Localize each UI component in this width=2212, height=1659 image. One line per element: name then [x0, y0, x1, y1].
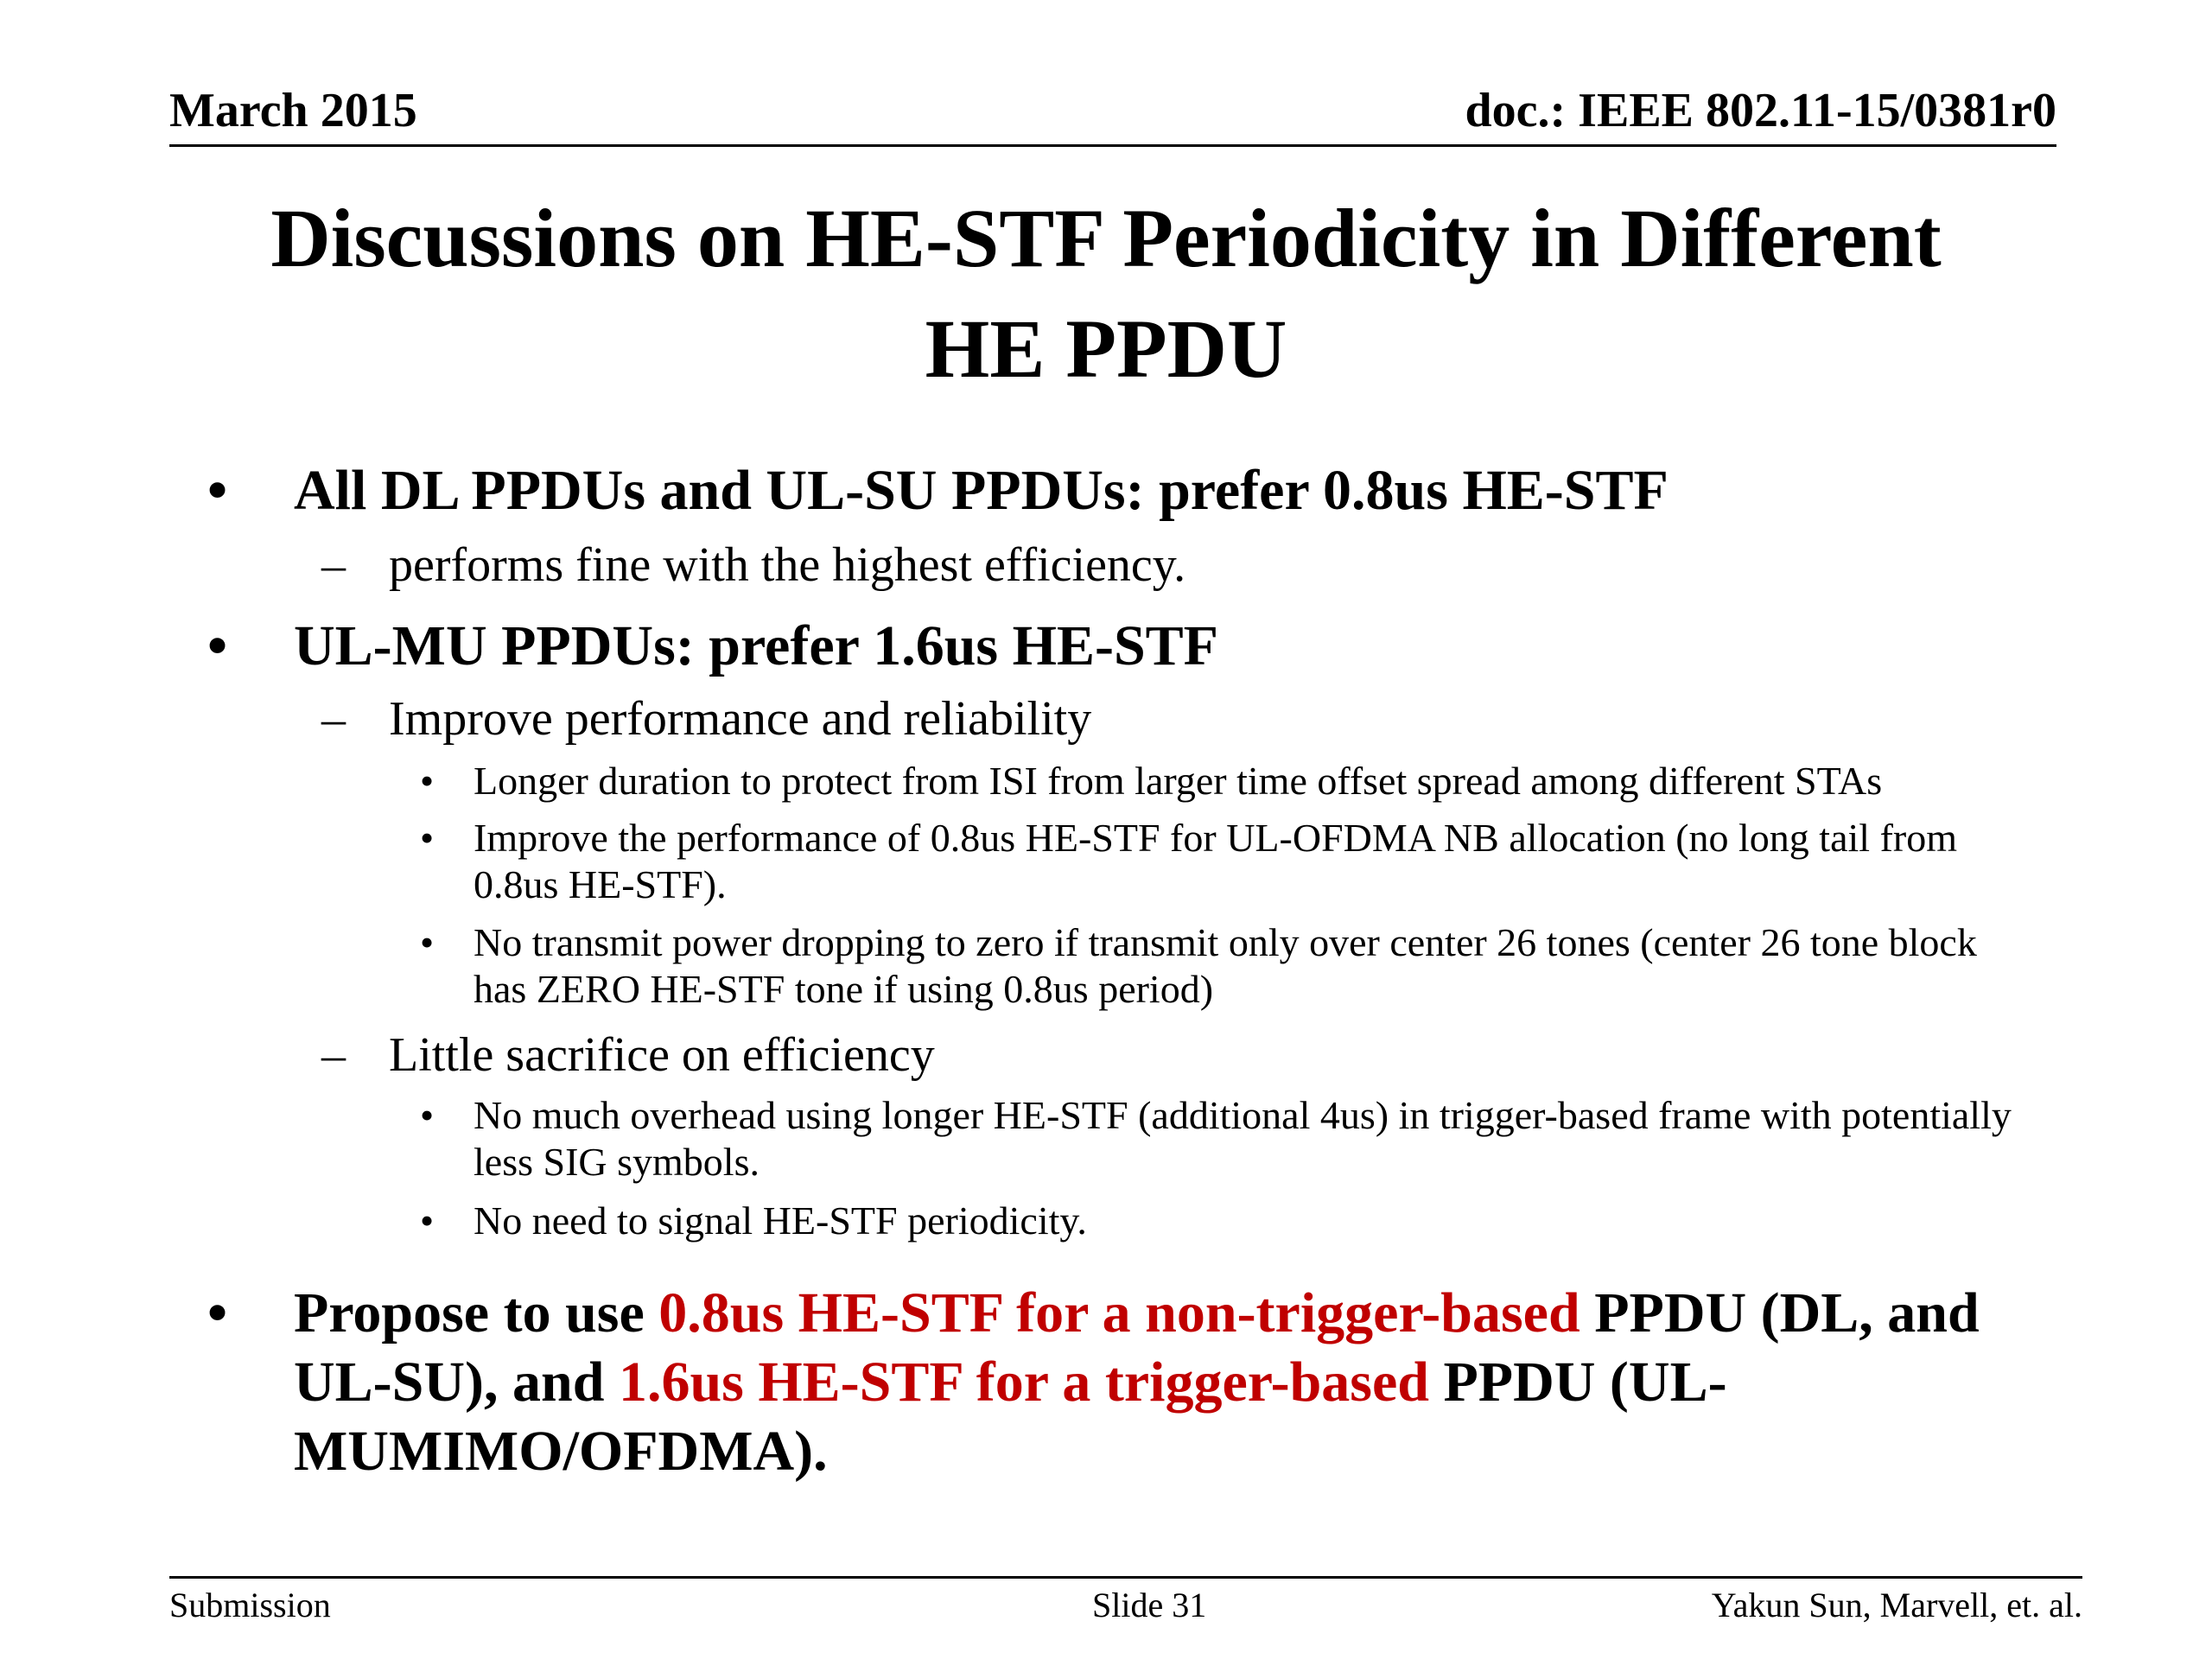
bullet-2-sub-1-item-1-marker: •: [420, 759, 435, 803]
bullet-3: [207, 1279, 2074, 1486]
slide-title-line1: Discussions on HE-STF Periodicity in Different: [270, 192, 1942, 284]
bullet-1-text: All DL PPDUs and UL-SU PPDUs: prefer 0.8us HE-STF: [294, 459, 1669, 522]
bullet-2-sub-1-item-2-marker: •: [420, 816, 435, 860]
bullet-2-sub-2-item-2-text: No need to signal HE-STF periodicity.: [474, 1198, 1087, 1243]
bullet-2-sub-2: [321, 1026, 2031, 1084]
header-doc-id: doc.: IEEE 802.11-15/0381r0: [1465, 84, 2056, 137]
bullet-2-sub-1-item-3-text: No transmit power dropping to zero if transmit only over center 26 tones (center 26 tone block has ZERO HE-STF tone if using 0.8us period): [474, 920, 1977, 1011]
bullet-2-sub-2-item-2: [420, 1198, 2037, 1244]
bullet-2-sub-2-marker: –: [321, 1028, 346, 1082]
bullet-2-sub-2-item-2-marker: •: [420, 1198, 435, 1243]
bullet-3-part-1: Propose to use: [294, 1281, 659, 1344]
slide-title-line2: HE PPDU: [925, 302, 1287, 395]
bullet-2-sub-1-marker: –: [321, 692, 346, 746]
bullet-3-highlight-1: 0.8us HE-STF for a non-trigger-based: [658, 1281, 1580, 1344]
bullet-2-sub-1: [321, 690, 2031, 748]
footer-submission: Submission: [169, 1586, 331, 1624]
bullet-2-marker: •: [207, 614, 228, 677]
bullet-3-marker: •: [207, 1281, 228, 1344]
bullet-1-sub-1-text: performs fine with the highest efficiency.: [389, 538, 1186, 592]
bullet-2-sub-1-item-1-text: Longer duration to protect from ISI from larger time offset spread among different STAs: [474, 759, 1883, 803]
footer-divider: [169, 1576, 2082, 1579]
bullet-2-sub-1-item-1: [420, 758, 2037, 804]
bullet-1-sub-1-marker: –: [321, 538, 346, 592]
bullet-2-sub-1-item-2-text: Improve the performance of 0.8us HE-STF for UL-OFDMA NB allocation (no long tail from 0.8us HE-STF).: [474, 816, 1957, 906]
footer-authors: Yakun Sun, Marvell, et. al.: [1711, 1586, 2082, 1624]
header-date: March 2015: [169, 84, 417, 137]
bullet-2-sub-1-item-3-marker: •: [420, 920, 435, 964]
bullet-2: [207, 612, 2074, 681]
bullet-2-sub-1-item-3: [420, 919, 2037, 1013]
bullet-2-text: UL-MU PPDUs: prefer 1.6us HE-STF: [294, 614, 1218, 677]
header-divider: [169, 144, 2056, 147]
bullet-3-highlight-2: 1.6us HE-STF for a trigger-based: [618, 1351, 1429, 1414]
bullet-3-part-3: PPDU (DL, and UL-SU), and: [294, 1281, 1980, 1414]
bullet-3-part-5: PPDU (UL-MUMIMO/OFDMA).: [294, 1351, 1727, 1483]
bullet-2-sub-1-item-2: [420, 815, 2037, 908]
bullet-2-sub-2-item-1: [420, 1092, 2037, 1185]
footer-slide-number: Slide 31: [1092, 1586, 1207, 1624]
bullet-1-sub-1: [321, 536, 2031, 594]
bullet-2-sub-2-text: Little sacrifice on efficiency: [389, 1028, 935, 1082]
bullet-2-sub-1-text: Improve performance and reliability: [389, 692, 1092, 746]
slide-title: [130, 183, 2082, 404]
bullet-2-sub-2-item-1-marker: •: [420, 1093, 435, 1137]
bullet-1: [207, 456, 2074, 525]
bullet-2-sub-2-item-1-text: No much overhead using longer HE-STF (additional 4us) in trigger-based frame with potentially less SIG symbols.: [474, 1093, 2012, 1184]
bullet-1-marker: •: [207, 459, 228, 522]
